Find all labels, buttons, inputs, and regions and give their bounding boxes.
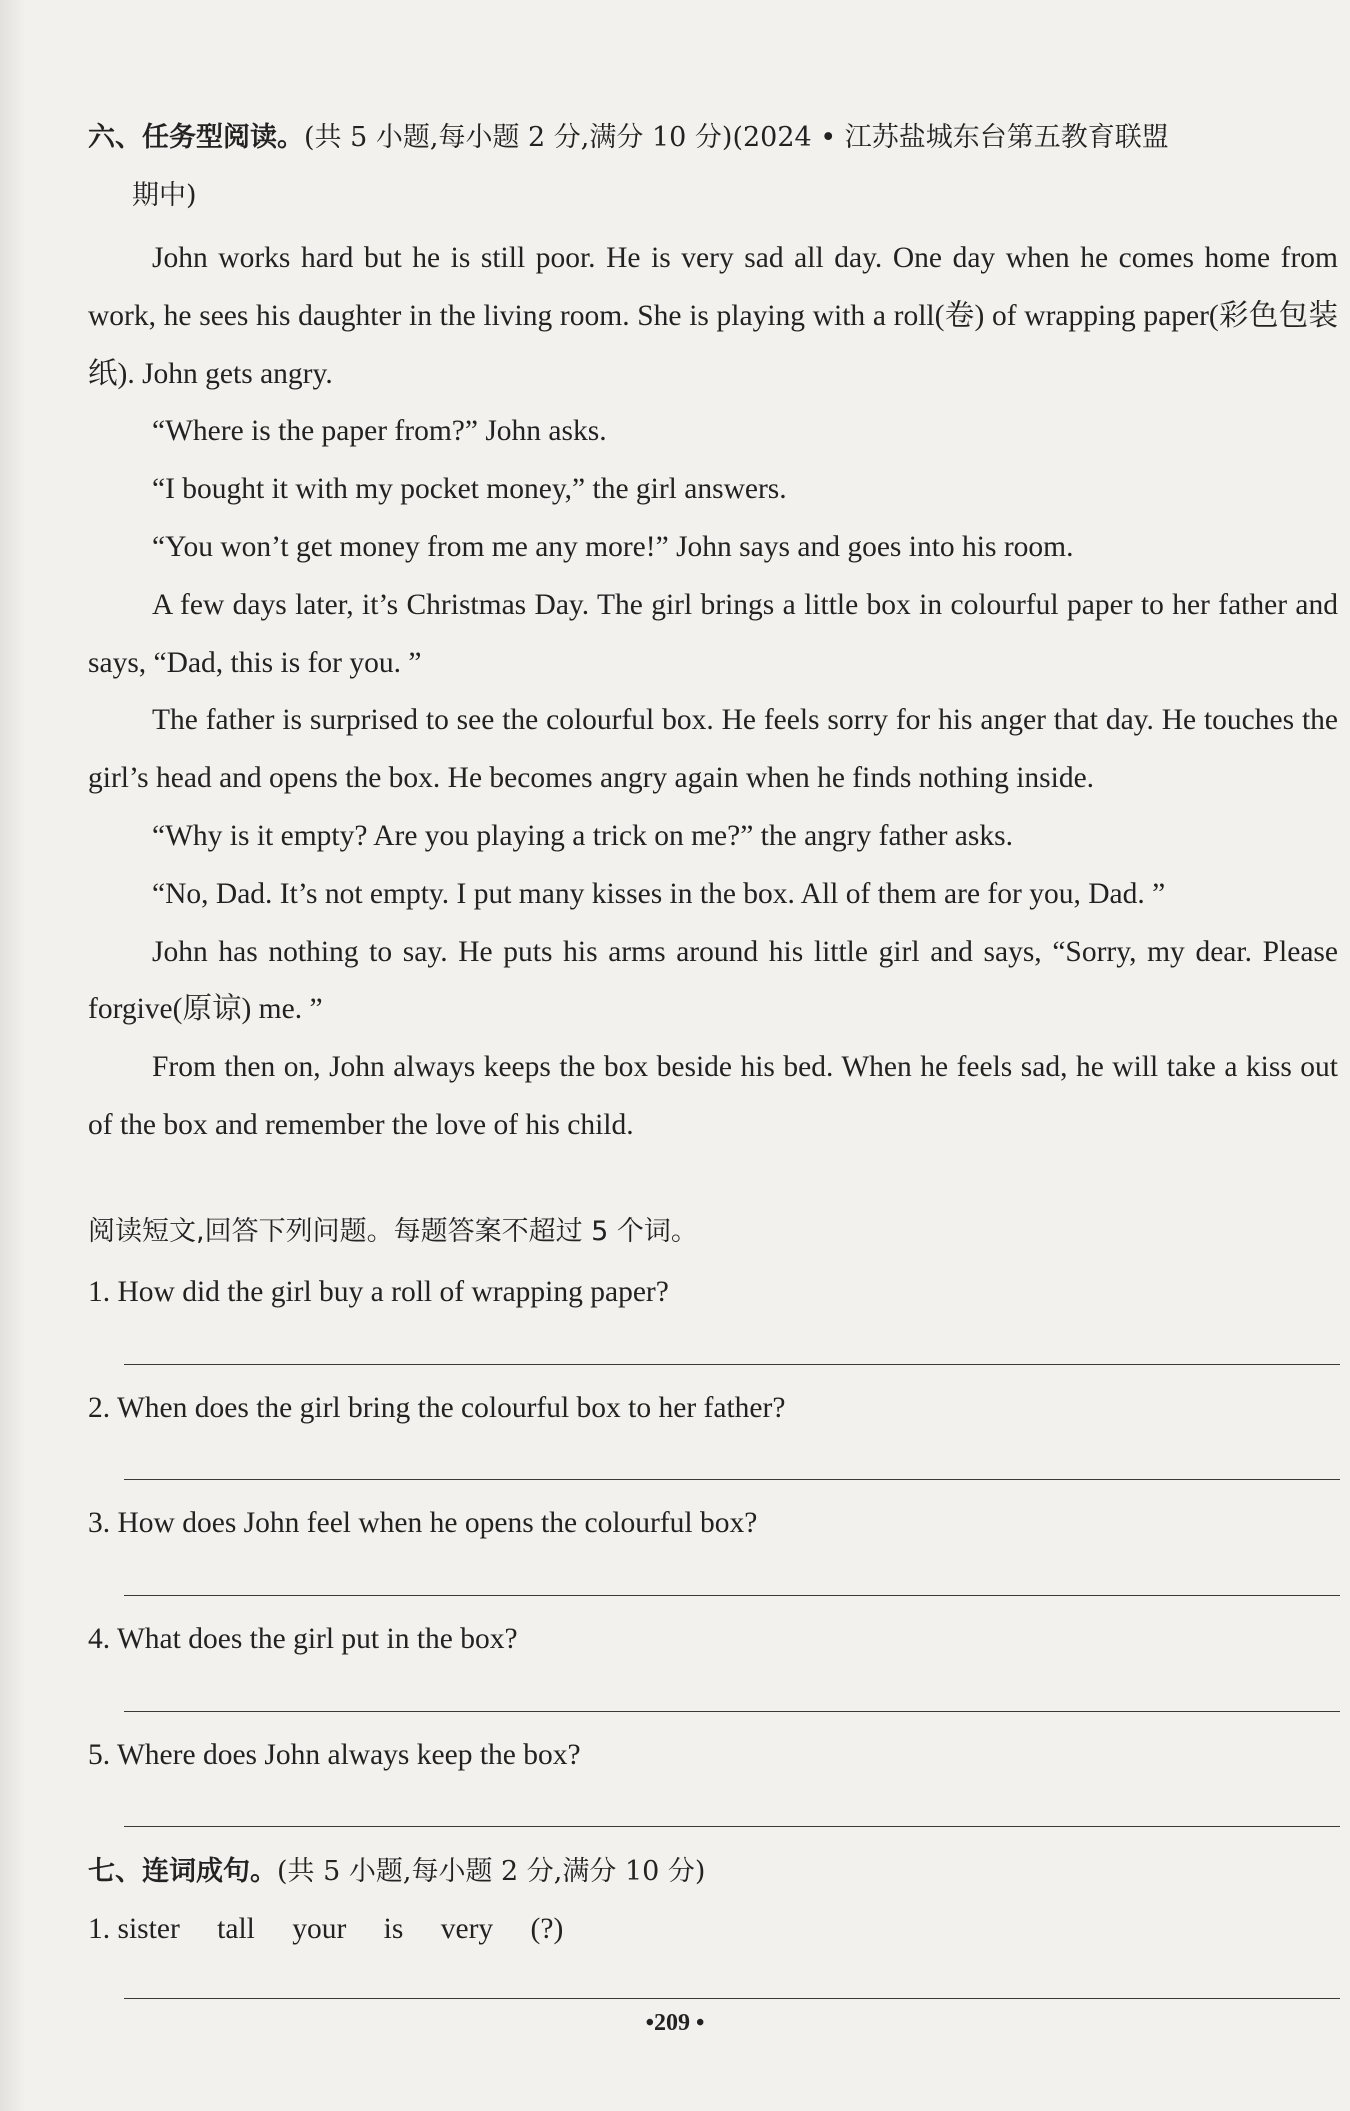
word-token: sister	[117, 1913, 180, 1945]
passage-paragraph: John works hard but he is still poor. He is very sad all day. One day when he comes home from work, he sees his daughter in the living room. She is playing with a roll(卷) of wrapping paper(彩色包装纸). John gets angry.	[88, 242, 1338, 390]
section-7-note: (共 5 小题,每小题 2 分,满分 10 分)	[277, 1856, 706, 1887]
word-token: is	[383, 1913, 404, 1945]
passage-paragraph: A few days later, it’s Christmas Day. The girl brings a little box in colourful paper to her father and says, “Dad, this is for you. ”	[88, 588, 1338, 679]
word-order-number: 1.	[88, 1913, 111, 1945]
section-7-title: 七、连词成句。	[88, 1856, 277, 1887]
reading-passage	[88, 230, 1338, 1155]
word-token: very	[440, 1913, 494, 1945]
passage-paragraph: “Why is it empty? Are you playing a trick on me?” the angry father asks.	[152, 819, 1013, 852]
answer-line-2[interactable]	[124, 1479, 1340, 1480]
page-number: •209 •	[645, 2010, 705, 2036]
passage-paragraph: “Where is the paper from?” John asks.	[152, 415, 607, 448]
section-6-note-continued: 期中)	[132, 180, 197, 211]
section-7-heading	[88, 1852, 1338, 1892]
passage-paragraph: “I bought it with my pocket money,” the girl answers.	[152, 473, 787, 506]
passage-paragraph: “No, Dad. It’s not empty. I put many kisses in the box. All of them are for you, Dad. ”	[152, 877, 1166, 910]
answer-line-3[interactable]	[124, 1595, 1340, 1596]
passage-paragraph: “You won’t get money from me any more!” John says and goes into his room.	[152, 530, 1074, 563]
answer-line-5[interactable]	[124, 1826, 1340, 1827]
answer-line-word-order-1[interactable]	[124, 1998, 1340, 1999]
section-6-note: (共 5 小题,每小题 2 分,满分 10 分)(2024 • 江苏盐城东台第五教育联盟	[304, 122, 1169, 153]
question-4: 4. What does the girl put in the box?	[88, 1623, 518, 1655]
answer-line-1[interactable]	[124, 1364, 1340, 1365]
word-token: (?)	[530, 1913, 564, 1945]
question-5: 5. Where does John always keep the box?	[88, 1739, 581, 1771]
word-token: tall	[217, 1913, 255, 1945]
question-1: 1. How did the girl buy a roll of wrapping paper?	[88, 1276, 669, 1308]
reading-instruction: 阅读短文,回答下列问题。每题答案不超过 5 个词。	[88, 1216, 698, 1247]
word-order-question-1	[88, 1909, 593, 1949]
passage-paragraph: The father is surprised to see the colourful box. He feels sorry for his anger that day. He touches the girl’s head and opens the box. He becomes angry again when he finds nothing inside.	[88, 704, 1338, 795]
section-6-title: 六、任务型阅读。	[88, 122, 304, 153]
section-6-heading	[88, 118, 1338, 158]
question-2: 2. When does the girl bring the colourful box to her father?	[88, 1392, 786, 1424]
answer-line-4[interactable]	[124, 1711, 1340, 1712]
passage-paragraph: From then on, John always keeps the box beside his bed. When he feels sad, he will take a kiss out of the box and remember the love of his child.	[88, 1051, 1338, 1141]
question-3: 3. How does John feel when he opens the colourful box?	[88, 1507, 758, 1539]
passage-paragraph: John has nothing to say. He puts his arms around his little girl and says, “Sorry, my dear. Please forgive(原谅) me. ”	[88, 935, 1338, 1026]
word-token: your	[292, 1913, 347, 1945]
page-edge-shadow	[0, 0, 26, 2111]
